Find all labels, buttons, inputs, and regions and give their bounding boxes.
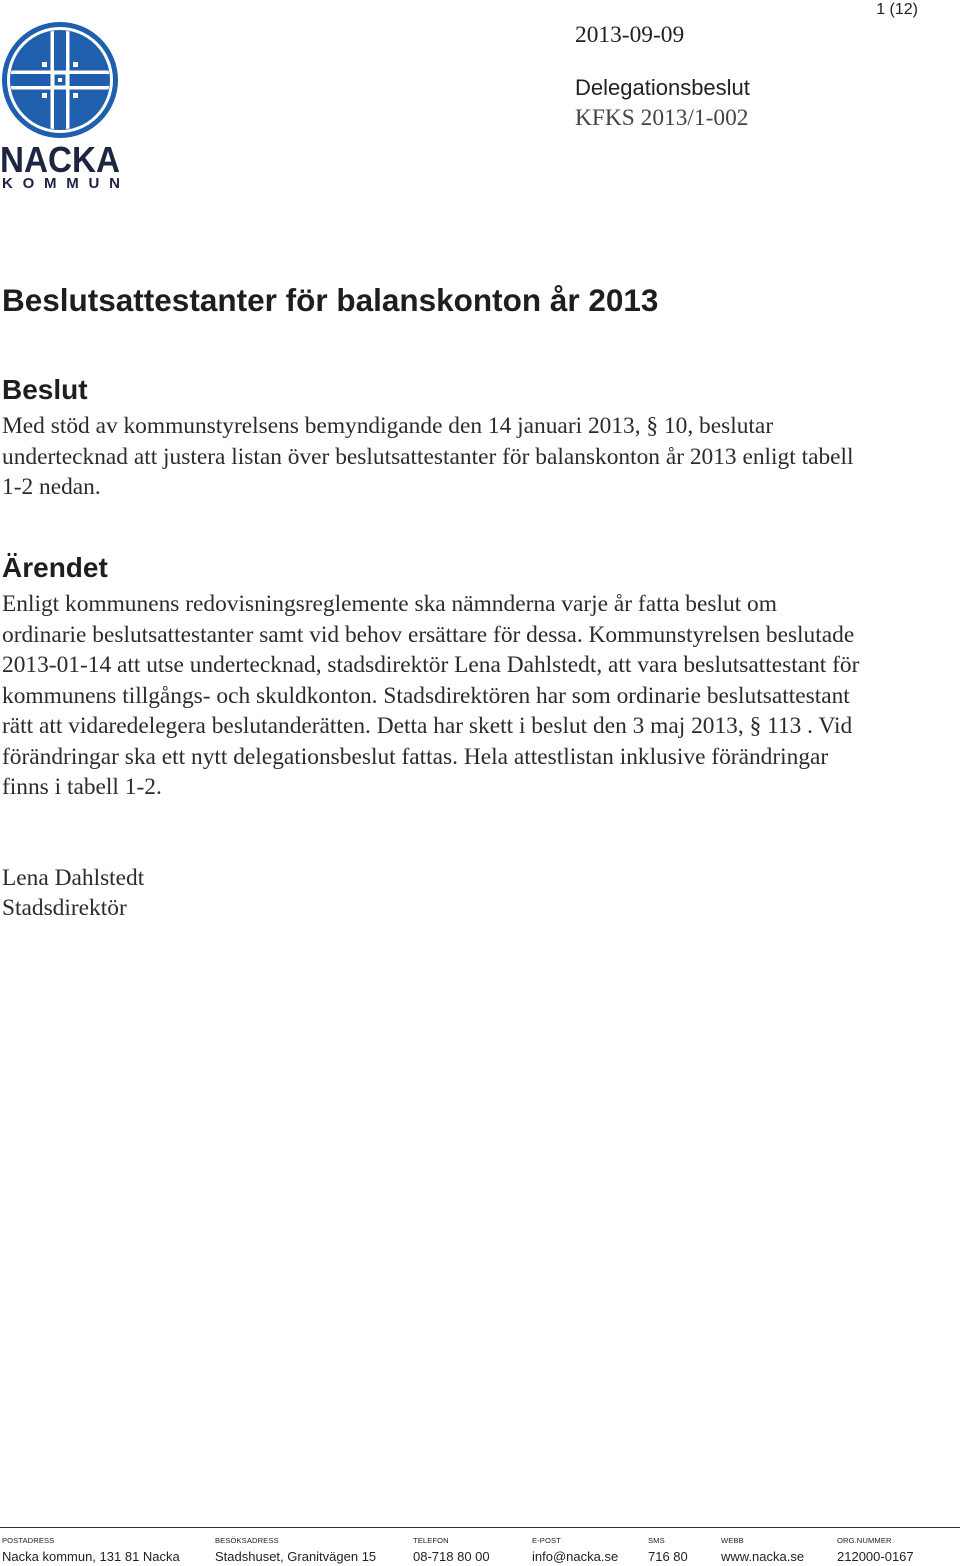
section-heading: Beslut (2, 374, 88, 405)
logo-wordmark: NACKA (0, 139, 120, 180)
footer-value: www.nacka.se (721, 1549, 805, 1564)
nacka-logo (0, 0, 130, 195)
footer-value: 212000-0167 (837, 1549, 914, 1564)
footer-column-epost (532, 1536, 618, 1565)
footer-column-webb (721, 1536, 804, 1565)
body-line: rätt att vidaredelegera beslutanderätten. Detta har skett i beslut den 3 maj 2013, § 113 . Vid (2, 713, 853, 739)
body-line: Med stöd av kommunstyrelsens bemyndigande den 14 januari 2013, § 10, beslutar (2, 413, 774, 439)
document-date: 2013-09-09 (575, 22, 685, 48)
body-line: undertecknad att justera listan över beslutsattestanter för balanskonton år 2013 enligt tabell (2, 443, 854, 470)
document-title: Beslutsattestanter för balanskonton år 2013 (2, 282, 659, 318)
footer-value: 08-718 80 00 (413, 1549, 490, 1564)
footer-label: BESÖKSADRESS (215, 1536, 279, 1545)
logo-subline: KOMMUN (2, 175, 120, 192)
signatory-title: Stadsdirektör (2, 895, 127, 921)
footer-column-postadress (2, 1536, 180, 1565)
footer-value: 716 80 (648, 1549, 688, 1564)
footer-column-sms (648, 1536, 688, 1565)
footer-label: WEBB (721, 1536, 744, 1545)
signature (2, 863, 144, 923)
footer-column-besoksadress (215, 1536, 376, 1565)
logo-emblem (0, 20, 120, 140)
signatory-name: Lena Dahlstedt (2, 865, 145, 891)
document-type: Delegationsbeslut (575, 75, 750, 100)
body-line: 2013-01-14 att utse undertecknad, stadsdirektör Lena Dahlstedt, att vara beslutsattestant för (2, 652, 860, 678)
footer-column-orgnummer (837, 1536, 914, 1565)
footer-value: Stadshuset, Granitvägen 15 (215, 1549, 377, 1564)
footer-value: Nacka kommun, 131 81 Nacka (2, 1549, 180, 1564)
footer-value: info@nacka.se (532, 1549, 619, 1564)
footer-divider (0, 1527, 960, 1528)
body-line: 1-2 nedan. (2, 474, 101, 500)
footer-label: ORG.NUMMER (837, 1536, 892, 1545)
footer-column-telefon (413, 1536, 490, 1565)
body-line: finns i tabell 1-2. (2, 774, 162, 800)
footer-label: SMS (648, 1536, 665, 1545)
body-line: kommunens tillgångs- och skuldkonton. Stadsdirektören har som ordinarie beslutsattestant (2, 682, 850, 709)
section-body (2, 411, 854, 503)
body-line: ordinarie beslutsattestanter samt vid behov ersättare för dessa. Kommunstyrelsen beslutade (2, 621, 855, 648)
footer-label: POSTADRESS (2, 1536, 55, 1545)
section-heading: Ärendet (2, 552, 108, 583)
document-reference: KFKS 2013/1-002 (575, 105, 749, 131)
section-body (2, 589, 859, 803)
footer-label: TELEFON (413, 1536, 449, 1545)
page-number: 1 (12) (876, 1, 918, 18)
footer-label: E-POST (532, 1536, 561, 1545)
body-line: Enligt kommunens redovisningsreglemente ska nämnderna varje år fatta beslut om (2, 591, 777, 617)
body-line: förändringar ska ett nytt delegationsbeslut fattas. Hela attestlistan inklusive förändringar (2, 743, 829, 770)
